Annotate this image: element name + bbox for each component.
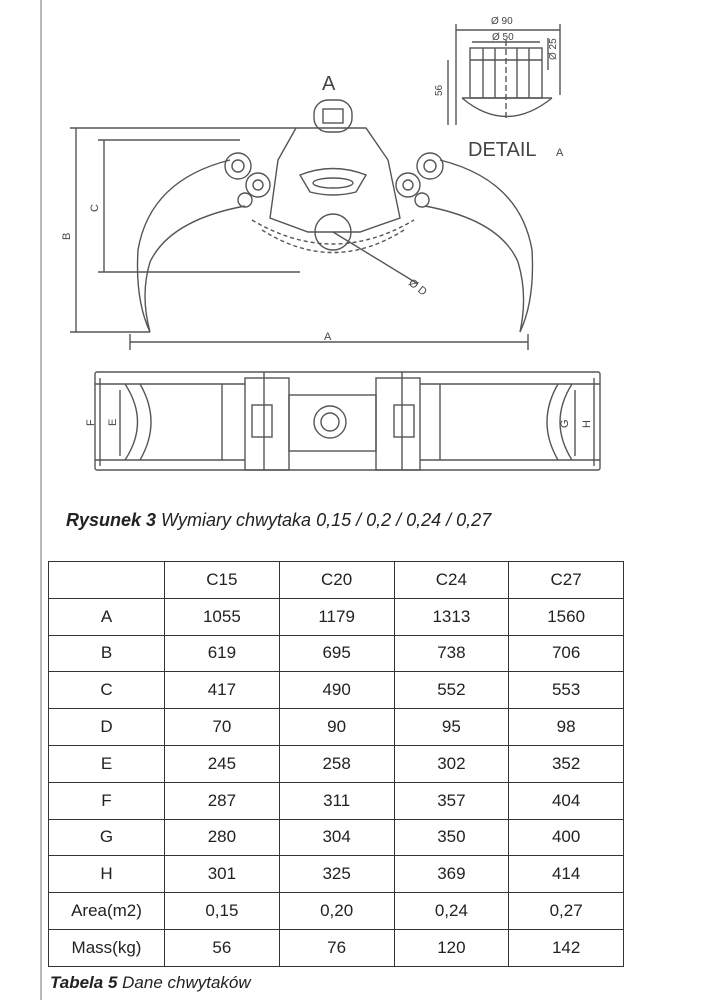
dim-label-b: B xyxy=(61,232,73,240)
table-row xyxy=(49,782,624,819)
table-row xyxy=(49,856,624,893)
table-cell: 0,27 xyxy=(509,893,624,930)
table-row-label: C xyxy=(49,672,165,709)
table-cell: 287 xyxy=(165,782,280,819)
detail-label: DETAIL xyxy=(468,139,537,161)
table-row xyxy=(49,598,624,635)
table-cell: 120 xyxy=(394,929,509,966)
table-row-label: Mass(kg) xyxy=(49,929,165,966)
detail-sub-label: A xyxy=(556,147,564,159)
table-cell: 258 xyxy=(279,745,394,782)
table-header-cell: C20 xyxy=(279,562,394,599)
table-cell: 619 xyxy=(165,635,280,672)
table-row xyxy=(49,893,624,930)
table-cell: 70 xyxy=(165,709,280,746)
table-header-cell xyxy=(49,562,165,599)
table-cell: 414 xyxy=(509,856,624,893)
table-row-label: E xyxy=(49,745,165,782)
dim-label-c: C xyxy=(89,204,101,212)
table-row-label: G xyxy=(49,819,165,856)
table-cell: 142 xyxy=(509,929,624,966)
table-cell: 738 xyxy=(394,635,509,672)
dim-label-g: G xyxy=(559,419,571,428)
table-cell: 56 xyxy=(165,929,280,966)
dim-label-e: E xyxy=(107,418,119,426)
dim-label-a: A xyxy=(324,331,332,343)
table-cell: 352 xyxy=(509,745,624,782)
dim-label-d: Ø D xyxy=(406,276,429,299)
table-cell: 311 xyxy=(279,782,394,819)
table-cell: 490 xyxy=(279,672,394,709)
grab-front-view xyxy=(70,100,533,350)
table-cell: 0,24 xyxy=(394,893,509,930)
table-cell: 98 xyxy=(509,709,624,746)
table-cell: 553 xyxy=(509,672,624,709)
table-cell: 695 xyxy=(279,635,394,672)
table-cell: 1055 xyxy=(165,598,280,635)
table-header-cell: C24 xyxy=(394,562,509,599)
table-row xyxy=(49,672,624,709)
table-caption-text: Dane chwytaków xyxy=(117,973,251,992)
grab-side-view xyxy=(95,372,600,470)
table-cell: 1179 xyxy=(279,598,394,635)
detail-dim-50: Ø 50 xyxy=(492,32,514,43)
table-cell: 404 xyxy=(509,782,624,819)
table-cell: 95 xyxy=(394,709,509,746)
table-row-label: Area(m2) xyxy=(49,893,165,930)
table-cell: 0,20 xyxy=(279,893,394,930)
detail-dim-25: Ø 25 xyxy=(548,38,559,60)
table-row xyxy=(49,929,624,966)
table-caption-bold: Tabela 5 xyxy=(50,973,118,992)
top-view-label: A xyxy=(322,73,336,95)
table-cell: 301 xyxy=(165,856,280,893)
table-cell: 357 xyxy=(394,782,509,819)
table-caption xyxy=(50,973,251,993)
detail-dim-90: Ø 90 xyxy=(491,16,513,27)
specification-table xyxy=(48,561,624,967)
figure-caption xyxy=(66,510,491,531)
table-cell: 302 xyxy=(394,745,509,782)
table-cell: 369 xyxy=(394,856,509,893)
table-cell: 552 xyxy=(394,672,509,709)
table-row-label: B xyxy=(49,635,165,672)
table-cell: 1560 xyxy=(509,598,624,635)
table-header-cell: C27 xyxy=(509,562,624,599)
table-row xyxy=(49,745,624,782)
table-row xyxy=(49,635,624,672)
table-cell: 325 xyxy=(279,856,394,893)
table-cell: 280 xyxy=(165,819,280,856)
dim-label-f: F xyxy=(85,419,97,426)
table-header-row xyxy=(49,562,624,599)
table-cell: 417 xyxy=(165,672,280,709)
table-row xyxy=(49,819,624,856)
table-row-label: F xyxy=(49,782,165,819)
table-cell: 76 xyxy=(279,929,394,966)
figure-caption-text: Wymiary chwytaka 0,15 / 0,2 / 0,24 / 0,27 xyxy=(156,510,492,530)
dim-label-h: H xyxy=(581,420,593,428)
table-cell: 0,15 xyxy=(165,893,280,930)
table-cell: 400 xyxy=(509,819,624,856)
table-row xyxy=(49,709,624,746)
table-row-label: D xyxy=(49,709,165,746)
table-row-label: A xyxy=(49,598,165,635)
table-row-label: H xyxy=(49,856,165,893)
table-cell: 350 xyxy=(394,819,509,856)
table-cell: 1313 xyxy=(394,598,509,635)
table-cell: 245 xyxy=(165,745,280,782)
table-header-cell: C15 xyxy=(165,562,280,599)
table-cell: 90 xyxy=(279,709,394,746)
table-cell: 304 xyxy=(279,819,394,856)
figure-caption-bold: Rysunek 3 xyxy=(66,510,157,530)
detail-dim-56: 56 xyxy=(434,84,445,96)
table-cell: 706 xyxy=(509,635,624,672)
